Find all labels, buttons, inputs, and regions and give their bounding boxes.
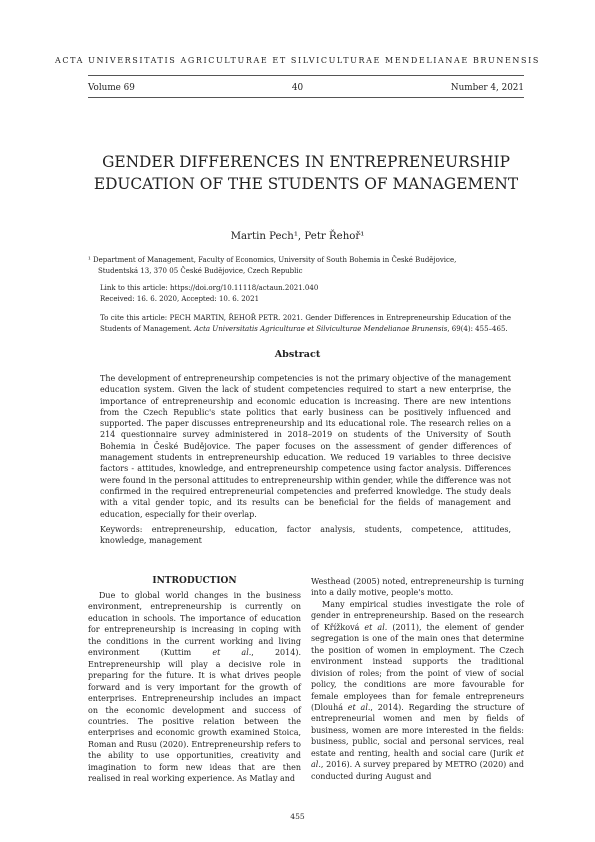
affiliation (88, 255, 510, 276)
title-line: EDUCATION OF THE STUDENTS OF MANAGEMENT (93, 175, 519, 193)
article-title (88, 151, 524, 195)
header-page-number: 40 (291, 83, 304, 93)
received-dates: Received: 16. 6. 2020, Accepted: 10. 6. 2021 (100, 295, 260, 303)
header-rule (88, 75, 524, 76)
text: , 2016). A survey prepared by METRO (2020) and conducted during August and (311, 760, 524, 781)
issue-number: Number 4, 2021 (450, 83, 524, 93)
title-line: GENDER DIFFERENCES IN ENTREPRENEURSHIP (102, 153, 510, 171)
citation-suffix: , 69(4): 455–465. (447, 324, 508, 333)
text-italic: et al. (347, 702, 371, 712)
paragraph: Westhead (2005) noted, entrepreneurship is turning into a daily motive, people's motto. (311, 577, 524, 598)
text: (2011), the element of gender segregation is one of the main ones that determine the position of women in employment. The Czech environment instead supports the traditional division of roles; from the point of view of social policy, the conditions are more favourable for female employees than for female entrepreneurs (Dlouhá (311, 622, 524, 712)
text: Due to global world changes in the business environment, entrepreneurship is currently on education in schools. The importance of education for entrepreneurship is increasing in coping with the conditions in the current working and living environment (Kuttim (88, 591, 301, 658)
volume-label: Volume 69 (88, 83, 135, 93)
text-italic: et al. (311, 748, 524, 770)
journal-name: ACTA UNIVERSITATIS AGRICULTURAE ET SILVICULTURAE MENDELIANAE BRUNENSIS (55, 56, 540, 65)
citation-text: To cite this article: PECH MARTIN, ŘEHOŘ PETR. 2021. Gender Differences in Entrepreneurship Education of the Students of Management. (100, 314, 511, 333)
article-link[interactable]: Link to this article: https://doi.org/10.11118/actaun.2021.040 (100, 284, 319, 292)
abstract-text: The development of entrepreneurship competencies is not the primary objective of the management education system. Given the lack of student competencies required to start a new enterprise, the importance of entrepreneurship and economic education is increasing. There are new intentions from the Czech Republic's state politics that early business can be positively influenced and supported. The paper discusses entrepreneurship and its educational role. The research relies on a 214 questionnaire survey administered in 2018–2019 on students of the University of South Bohemia in České Budějovice. The paper focuses on the assessment of gender differences of management students in entrepreneurship education. We reduced 19 variables to three decisive factors - attitudes, knowledge, and entrepreneurship competence using factor analysis. Differences were found in the personal attitudes to entrepreneurship within gender, while the difference was not confirmed in the required entrepreneurial competencies and preferred knowledge. The study deals with a vital gender topic, and its results can be beneficial for the fields of management and education, especially for their overlap. (100, 374, 511, 519)
text-italic: et al. (212, 648, 252, 658)
text-italic: et al. (364, 622, 388, 632)
text: Many empirical studies investigate the role of gender in entrepreneurship. Based on the research of Křížková (311, 599, 524, 632)
header-rule-bottom (88, 97, 524, 98)
page-number: 455 (290, 812, 305, 821)
abstract-heading: Abstract (274, 349, 321, 360)
authors: Martin Pech¹, Petr Řehoř¹ (230, 231, 365, 242)
text: , 2014). Regarding the structure of entrepreneurial women and men by fields of business, women are more interested in the fields: business, public, social and personal services, real estate and renting, health and social care (Jurik (311, 702, 524, 758)
left-column (88, 590, 301, 785)
paragraph (88, 590, 301, 785)
paragraph (311, 599, 524, 782)
text: , 2014). Entrepreneurship will play a decisive role in preparing for the future. It is what drives people forward and is very important for the growth of enterprises. Entrepreneurship includes an impact on the economic development and success of countries. The positive relation between the enterprises and economic growth examined Stoica, Roman and Rusu (2020). Entrepreneurship refers to the ability to use opportunities, creativity and imagination to form new ideas that are then realised in real working experience. As Matlay and (88, 648, 301, 784)
right-column (311, 576, 524, 782)
citation-journal: Acta Universitatis Agriculturae et Silviculturae Mendelianae Brunensis (194, 324, 448, 333)
affiliation-line: Studentská 13, 370 05 České Budějovice, Czech Republic (98, 266, 303, 275)
affiliation-line: ¹ Department of Management, Faculty of Economics, University of South Bohemia in České Budějovice, (88, 256, 457, 264)
introduction-heading: INTRODUCTION (152, 576, 237, 586)
keywords: Keywords: entrepreneurship, education, factor analysis, students, competence, attitudes, knowledge, management (100, 525, 511, 546)
citation (100, 313, 511, 334)
